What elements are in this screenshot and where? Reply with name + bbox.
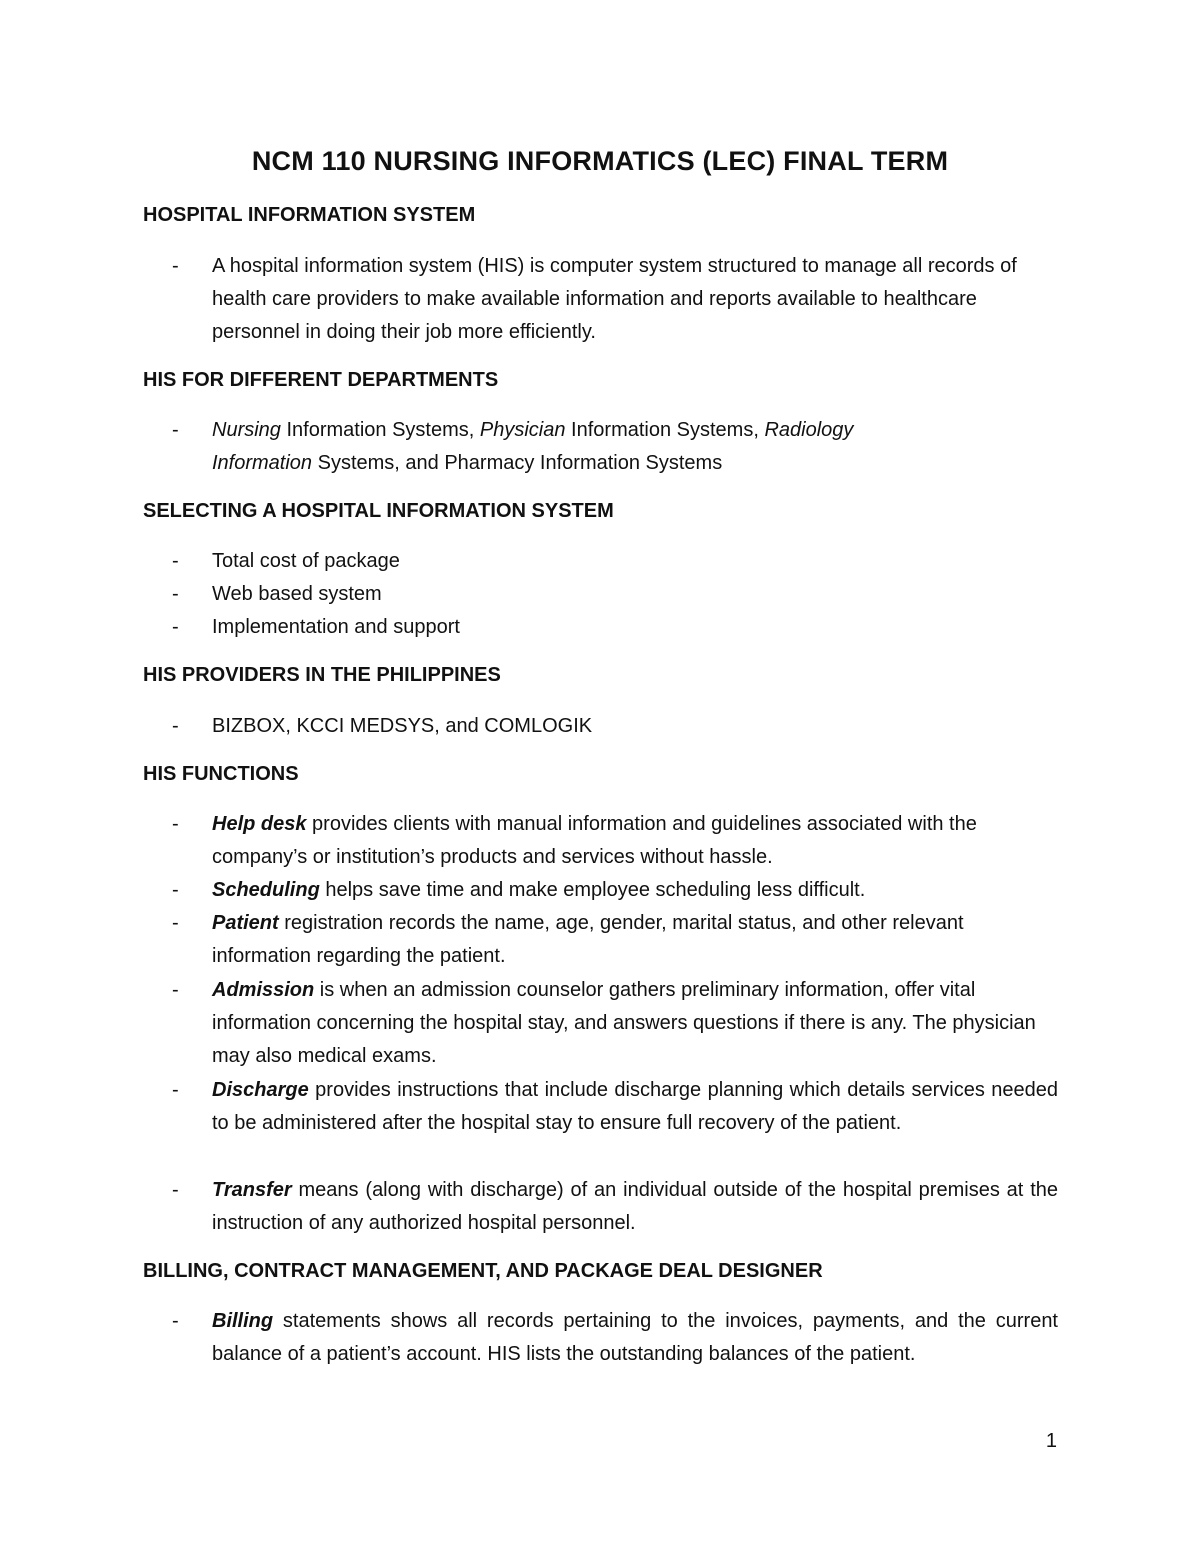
- bullet-dash: -: [172, 813, 179, 835]
- text-run: is when an admission counselor gathers preliminary information, offer vital information concerning the hospital stay, and answers questions if there is any. The physician may also medical exams.: [212, 979, 1036, 1067]
- text-run: Information Systems,: [280, 419, 480, 441]
- term-physician: Physician: [479, 419, 566, 441]
- term-radiology: Radiology Information: [212, 419, 854, 474]
- section-heading-his: HOSPITAL INFORMATION SYSTEM: [143, 204, 476, 226]
- list-item-text: [212, 808, 1058, 874]
- list-item-text: BIZBOX, KCCI MEDSYS, and COMLOGIK: [212, 715, 593, 737]
- text-run: provides clients with manual information and guidelines associated with the company’s or institution’s products and services without hassle.: [212, 813, 977, 868]
- bullet-dash: -: [172, 1310, 179, 1332]
- term-nursing: Nursing: [212, 419, 281, 441]
- list-item-text: [212, 414, 952, 480]
- list-item-text: [212, 974, 1058, 1073]
- bullet-dash: -: [172, 583, 179, 605]
- list-item-text: [212, 907, 1058, 973]
- list-item: [172, 578, 1062, 611]
- bullet-dash: -: [172, 912, 179, 934]
- term-billing: Billing: [212, 1310, 274, 1332]
- term-patient: Patient: [212, 912, 279, 934]
- list-item-text: [212, 874, 1058, 907]
- list-item: [172, 907, 1062, 973]
- term-scheduling: Scheduling: [212, 879, 320, 901]
- bullet-dash: -: [172, 979, 179, 1001]
- list-item: [172, 1305, 1062, 1371]
- text-run: means (along with discharge) of an individual outside of the hospital premises at the instruction of any authorized hospital personnel.: [212, 1179, 1058, 1234]
- text-run: Information Systems,: [565, 419, 765, 441]
- list-item: [172, 1074, 1062, 1140]
- list-item-text: Web based system: [212, 583, 382, 605]
- list-item-text: [212, 1305, 1058, 1371]
- bullet-dash: -: [172, 715, 179, 737]
- list-item: [172, 1174, 1062, 1240]
- text-run: registration records the name, age, gender, marital status, and other relevant information regarding the patient.: [212, 912, 964, 967]
- term-help-desk: Help desk: [212, 813, 307, 835]
- bullet-dash: -: [172, 879, 179, 901]
- page-number: 1: [1045, 1430, 1057, 1452]
- list-item-text: [212, 1174, 1058, 1240]
- text-run: Systems, and Pharmacy Information Systems: [312, 452, 723, 474]
- term-transfer: Transfer: [212, 1179, 292, 1201]
- bullet-dash: -: [172, 419, 179, 441]
- list-item: [172, 808, 1062, 874]
- bullet-dash: -: [172, 255, 179, 277]
- section-heading-functions: HIS FUNCTIONS: [143, 763, 299, 785]
- bullet-dash: -: [172, 1079, 179, 1101]
- list-item: [172, 545, 1062, 578]
- text-run: helps save time and make employee scheduling less difficult.: [319, 879, 866, 901]
- list-item: [172, 710, 1062, 743]
- list-item: [172, 250, 1062, 349]
- section-heading-departments: HIS FOR DIFFERENT DEPARTMENTS: [143, 369, 499, 391]
- list-item: [172, 874, 1062, 907]
- section-heading-providers: HIS PROVIDERS IN THE PHILIPPINES: [143, 664, 501, 686]
- text-run: statements shows all records pertaining to the invoices, payments, and the current balance of a patient’s account. HIS lists the outstanding balances of the patient.: [212, 1310, 1058, 1365]
- section-heading-selecting: SELECTING A HOSPITAL INFORMATION SYSTEM: [143, 500, 614, 522]
- list-item-text: Total cost of package: [212, 550, 400, 572]
- section-heading-billing: BILLING, CONTRACT MANAGEMENT, AND PACKAGE DEAL DESIGNER: [143, 1260, 823, 1282]
- list-item: [172, 974, 1062, 1073]
- list-item-text: [212, 1074, 1058, 1140]
- list-item-text: Implementation and support: [212, 616, 460, 638]
- list-item: [172, 414, 1062, 480]
- term-admission: Admission: [212, 979, 315, 1001]
- bullet-dash: -: [172, 1179, 179, 1201]
- bullet-dash: -: [172, 550, 179, 572]
- term-discharge: Discharge: [212, 1079, 309, 1101]
- document-title: NCM 110 NURSING INFORMATICS (LEC) FINAL TERM: [251, 146, 949, 176]
- list-item: [172, 611, 1062, 644]
- text-run: provides instructions that include discharge planning which details services needed to be administered after the hospital stay to ensure full recovery of the patient.: [212, 1079, 1058, 1134]
- bullet-dash: -: [172, 616, 179, 638]
- list-item-text: A hospital information system (HIS) is computer system structured to manage all records of health care providers to make available information and reports available to healthcare personnel in doing their job more efficiently.: [212, 255, 1017, 343]
